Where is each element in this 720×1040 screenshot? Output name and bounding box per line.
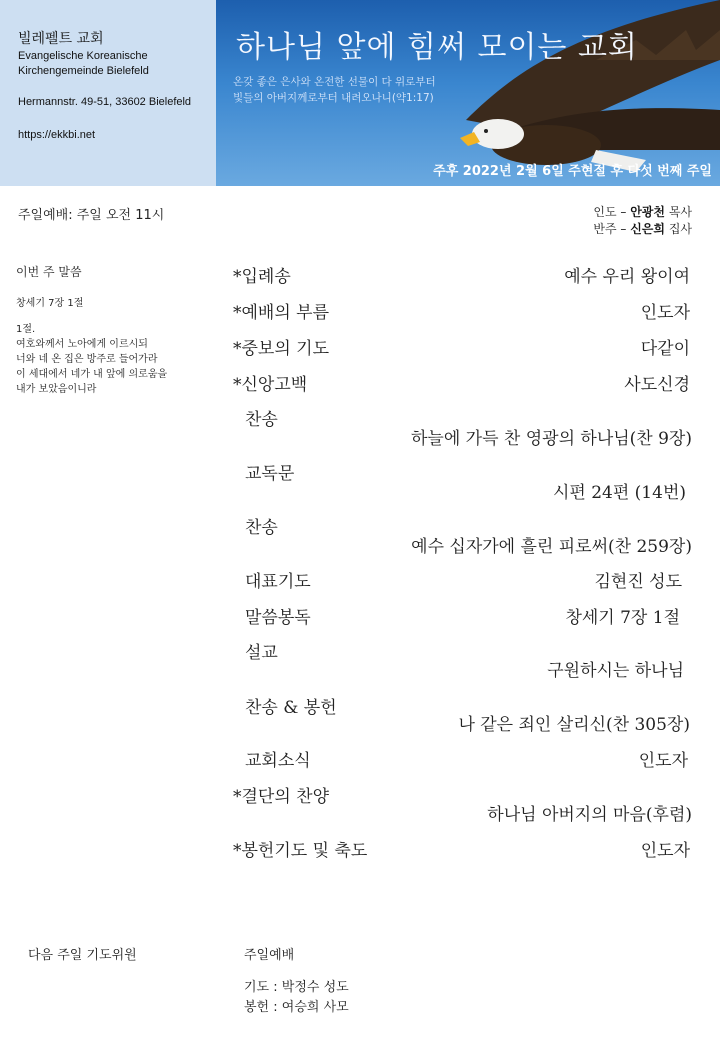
- order-item-name: 교독문: [245, 464, 295, 484]
- order-item-name: 찬송 & 봉헌: [245, 698, 337, 718]
- church-url[interactable]: https://ekkbi.net: [18, 129, 96, 141]
- next-week-service: 주일예배: [244, 948, 295, 963]
- banner-verse-line1: 온갖 좋은 은사와 온전한 선물이 다 위로부터: [233, 76, 436, 88]
- accompanist-role: 반주 –: [593, 222, 627, 236]
- order-item-name: 대표기도: [245, 572, 311, 592]
- service-time: 주일예배: 주일 오전 11시: [18, 208, 165, 223]
- order-item-name: 설교: [245, 643, 278, 663]
- church-name-german-line2: Kirchengemeinde Bielefeld: [18, 65, 149, 77]
- church-name: 빌레펠트 교회: [18, 31, 104, 47]
- order-item-name: 말씀봉독: [245, 608, 311, 628]
- order-item-name: *결단의 찬양: [233, 787, 330, 807]
- weekly-word-title: 이번 주 말씀: [16, 265, 82, 279]
- church-name-german: [18, 49, 149, 79]
- order-item-name: 찬송: [245, 410, 278, 430]
- accompanist-name: 신은희: [630, 222, 665, 236]
- order-item-value: 다같이: [640, 339, 690, 359]
- order-item-name: *신앙고백: [233, 375, 308, 395]
- order-item-value: 예수 우리 왕이여: [564, 267, 690, 287]
- banner-verse: [233, 74, 436, 106]
- leader-title: 목사: [668, 205, 692, 219]
- order-item-value: 하나님 아버지의 마음(후렴): [487, 805, 692, 825]
- order-item-value: 인도자: [638, 751, 688, 771]
- order-item-name: 교회소식: [245, 751, 311, 771]
- service-leaders: [593, 204, 692, 238]
- verse-line: 이 세대에서 네가 내 앞에 의로움을: [16, 369, 168, 380]
- order-item-name: *봉헌기도 및 축도: [233, 841, 368, 861]
- church-address: Hermannstr. 49-51, 33602 Bielefeld: [18, 96, 192, 108]
- sunday-date: 주후 2022년 2월 6일 주현절 후 다섯 번째 주일: [433, 164, 712, 179]
- leader-name: 안광천: [630, 205, 665, 219]
- church-name-german-line1: Evangelische Koreanische: [18, 50, 148, 62]
- accompanist-line: [593, 221, 692, 238]
- order-item-value: 김현진 성도: [594, 572, 682, 592]
- banner-verse-line2: 빛들의 아버지께로부터 내려오나니(약1:17): [233, 92, 434, 104]
- order-item-value: 구원하시는 하나님: [547, 661, 684, 681]
- order-item-value: 시편 24편 (14번): [552, 483, 686, 503]
- accompanist-title: 집사: [668, 222, 692, 236]
- order-item-value: 나 같은 죄인 살리신(찬 305장): [458, 715, 690, 735]
- header-banner: [216, 0, 720, 186]
- leader-line: [593, 204, 692, 221]
- order-item-value: 인도자: [640, 303, 690, 323]
- verse-line: 너와 네 온 집은 방주로 들어가라: [16, 354, 158, 365]
- next-week-offering: 봉헌 : 여승희 사모: [244, 1000, 349, 1015]
- next-week-title: 다음 주일 기도위원: [28, 948, 137, 963]
- church-motto: 하나님 앞에 힘써 모이는 교회: [236, 30, 638, 65]
- order-item-value: 인도자: [640, 841, 690, 861]
- verse-number: 1절.: [16, 324, 36, 335]
- order-item-value: 예수 십자가에 흘린 피로써(찬 259장): [411, 537, 692, 557]
- order-item-name: *중보의 기도: [233, 339, 330, 359]
- verse-line: 여호와께서 노아에게 이르시되: [16, 339, 148, 350]
- order-item-name: *입례송: [233, 267, 291, 287]
- leader-role: 인도 –: [593, 205, 627, 219]
- church-info-panel: [0, 0, 216, 186]
- weekly-word-reference: 창세기 7장 1절: [16, 298, 84, 309]
- order-item-value: 창세기 7장 1절: [565, 608, 680, 628]
- order-item-name: 찬송: [245, 518, 278, 538]
- order-item-value: 사도신경: [624, 375, 690, 395]
- weekly-word-text: [16, 322, 167, 397]
- order-item-value: 하늘에 가득 찬 영광의 하나님(찬 9장): [410, 429, 692, 449]
- next-week-prayer: 기도 : 박정수 성도: [244, 980, 349, 995]
- verse-line: 내가 보았음이니라: [16, 384, 97, 395]
- order-item-name: *예배의 부름: [233, 303, 330, 323]
